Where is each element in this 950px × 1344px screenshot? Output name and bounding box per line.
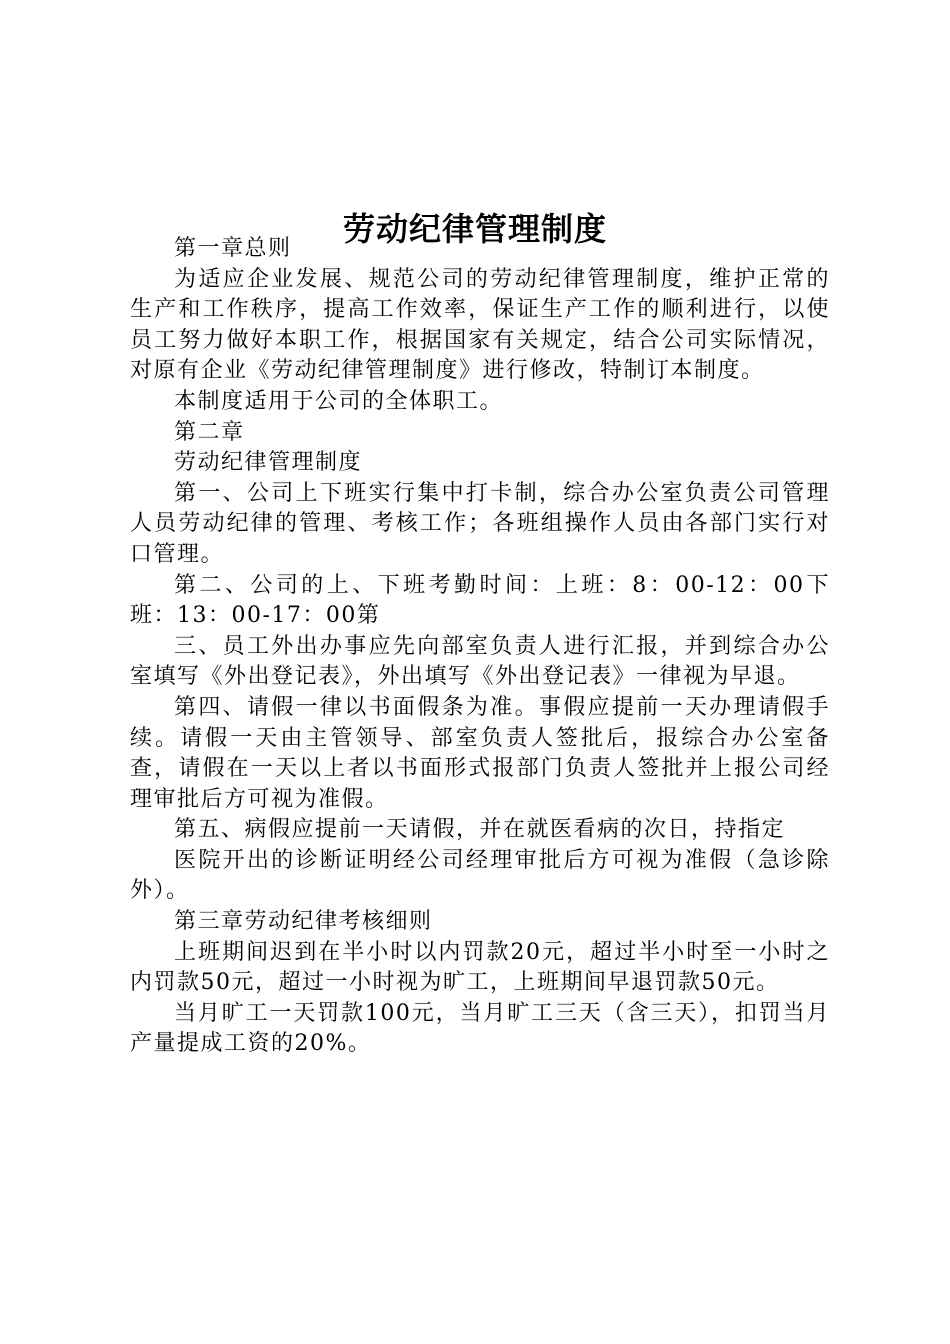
paragraph: 三、员工外出办事应先向部室负责人进行汇报，并到综合办公室填写《外出登记表》，外出填写《外出登记表》一律视为早退。 bbox=[130, 633, 830, 690]
paragraph: 当月旷工一天罚款100元，当月旷工三天（含三天），扣罚当月产量提成工资的20%。 bbox=[130, 1000, 830, 1057]
paragraph: 为适应企业发展、规范公司的劳动纪律管理制度，维护正常的生产和工作秩序，提高工作效率，保证生产工作的顺利进行，以使员工努力做好本职工作，根据国家有关规定，结合公司实际情况，对原有企业《劳动纪律管理制度》进行修改，特制订本制度。 bbox=[130, 266, 830, 384]
document-title: 劳动纪律管理制度 bbox=[342, 210, 607, 249]
chapter-heading: 第一章总则 bbox=[174, 236, 292, 261]
paragraph: 上班期间迟到在半小时以内罚款20元，超过半小时至一小时之内罚款50元，超过一小时视为旷工，上班期间早退罚款50元。 bbox=[130, 939, 830, 996]
section-heading: 劳动纪律管理制度 bbox=[174, 450, 363, 476]
document-body bbox=[130, 234, 830, 1060]
paragraph: 第四、请假一律以书面假条为准。事假应提前一天办理请假手续。请假一天由主管领导、部室负责人签批后，报综合办公室备查，请假在一天以上者以书面形式报部门负责人签批并上报公司经理审批后方可视为准假。 bbox=[130, 694, 830, 812]
chapter-heading: 第二章 bbox=[174, 419, 245, 445]
paragraph: 第一、公司上下班实行集中打卡制，综合办公室负责公司管理人员劳动纪律的管理、考核工作；各班组操作人员由各部门实行对口管理。 bbox=[130, 480, 830, 567]
paragraph: 医院开出的诊断证明经公司经理审批后方可视为准假（急诊除外）。 bbox=[130, 847, 830, 904]
chapter-heading: 第三章劳动纪律考核细则 bbox=[174, 909, 433, 935]
paragraph: 第五、病假应提前一天请假，并在就医看病的次日，持指定 bbox=[174, 817, 786, 843]
paragraph: 本制度适用于公司的全体职工。 bbox=[174, 388, 504, 414]
paragraph: 第二、公司的上、下班考勤时间：上班：8：00-12：00下班：13：00-17：00第 bbox=[130, 572, 830, 629]
